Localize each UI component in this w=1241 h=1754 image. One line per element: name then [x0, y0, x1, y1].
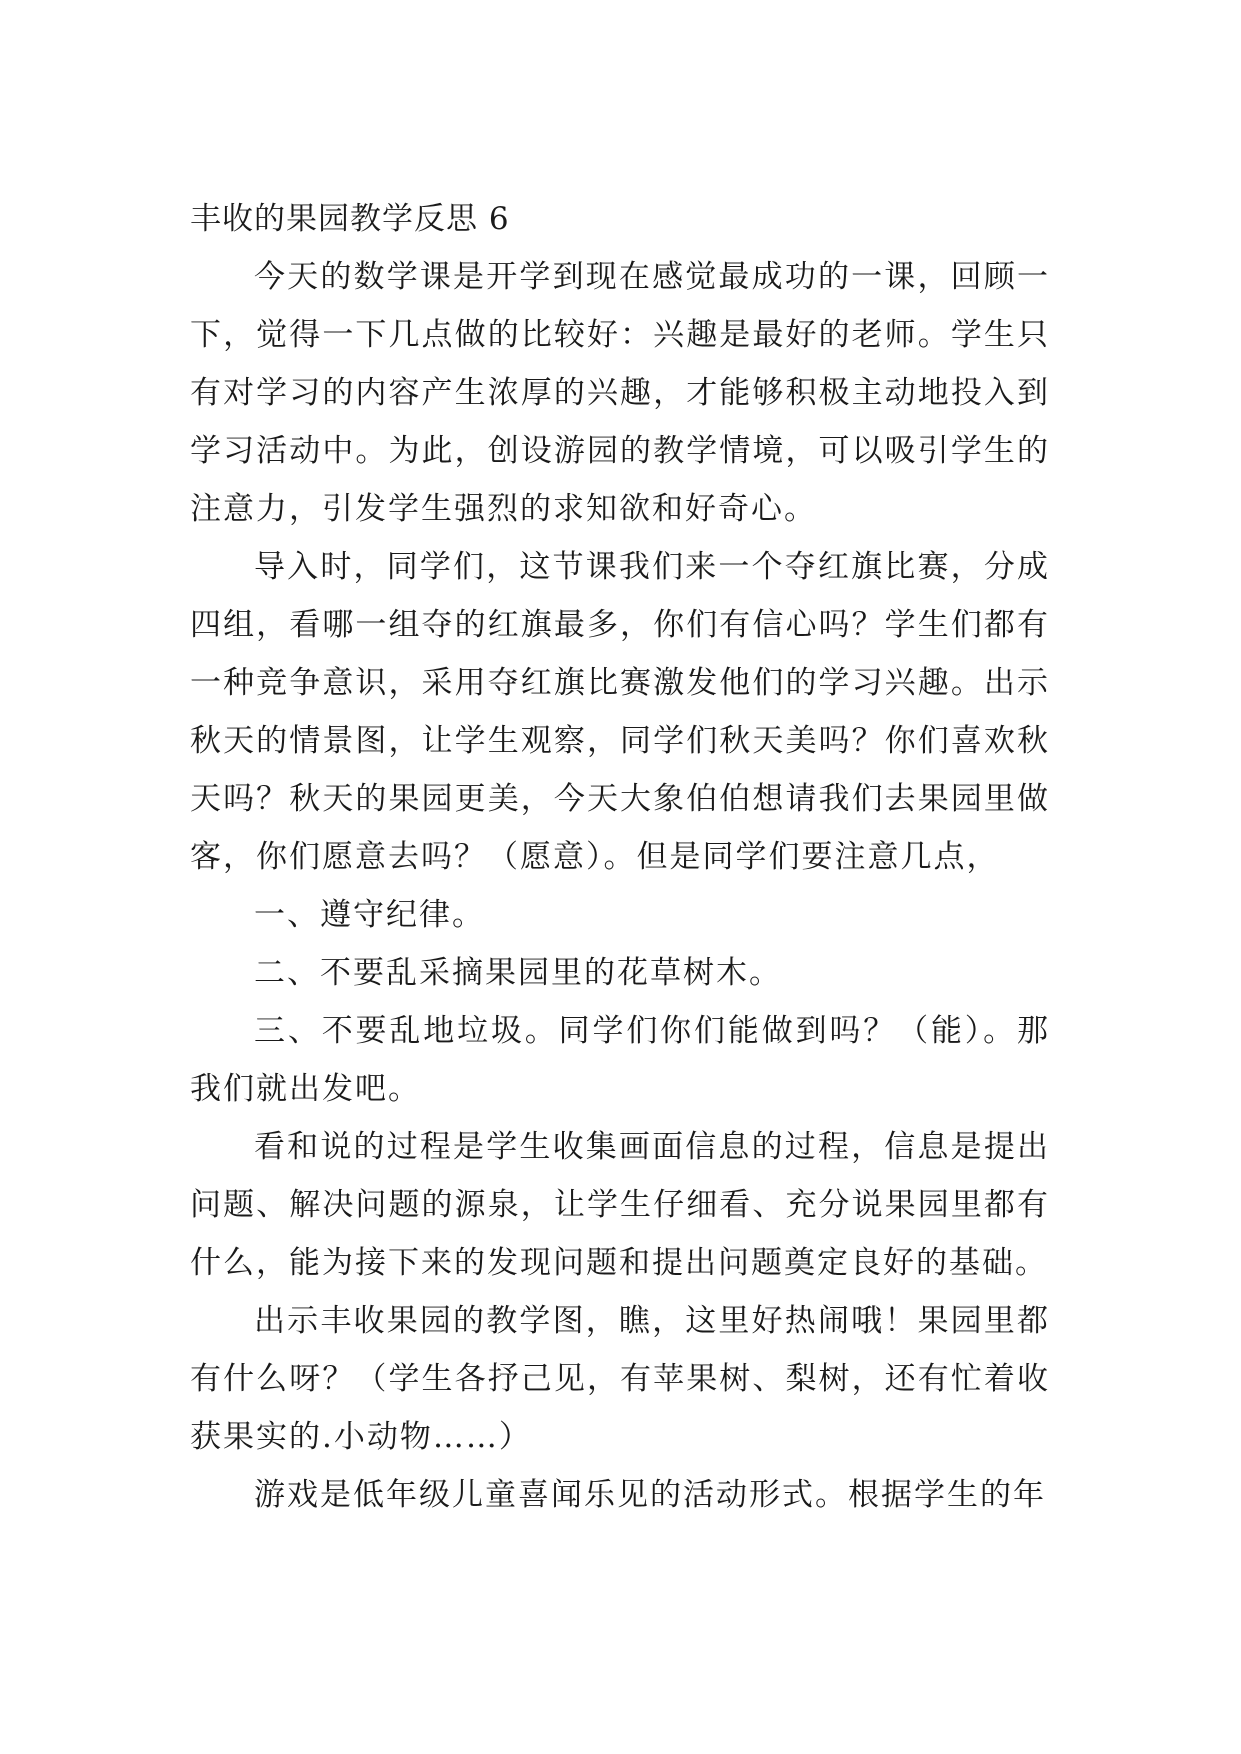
document-title: 丰收的果园教学反思 6: [190, 201, 510, 237]
paragraph-game: 游戏是低年级儿童喜闻乐见的活动形式。根据学生的年: [254, 1477, 1046, 1513]
paragraph-rule-3: 三、不要乱地垃圾。同学们你们能做到吗？（能）。那我们就出发吧。: [190, 1013, 1050, 1107]
paragraph-picture: 出示丰收果园的教学图，瞧，这里好热闹哦！果园里都有什么呀？（学生各抒己见，有苹果树、梨树，还有忙着收获果实的.小动物……）: [190, 1303, 1050, 1455]
paragraph-rule-1: 一、遵守纪律。: [254, 897, 485, 933]
document-body: [190, 190, 1050, 1524]
paragraph-intro: 今天的数学课是开学到现在感觉最成功的一课，回顾一下，觉得一下几点做的比较好：兴趣是最好的老师。学生只有对学习的内容产生浓厚的兴趣，才能够积极主动地投入到学习活动中。为此，创设游园的教学情境，可以吸引学生的注意力，引发学生强烈的求知欲和好奇心。: [190, 259, 1050, 527]
paragraph-lead-in: 导入时，同学们，这节课我们来一个夺红旗比赛，分成四组，看哪一组夺的红旗最多，你们有信心吗？学生们都有一种竞争意识，采用夺红旗比赛激发他们的学习兴趣。出示秋天的情景图，让学生观察，同学们秋天美吗？你们喜欢秋天吗？秋天的果园更美，今天大象伯伯想请我们去果园里做客，你们愿意去吗？（愿意）。但是同学们要注意几点，: [190, 549, 1050, 875]
paragraph-observation: 看和说的过程是学生收集画面信息的过程，信息是提出问题、解决问题的源泉，让学生仔细看、充分说果园里都有什么，能为接下来的发现问题和提出问题奠定良好的基础。: [190, 1129, 1050, 1281]
paragraph-rule-2: 二、不要乱采摘果园里的花草树木。: [254, 955, 782, 991]
